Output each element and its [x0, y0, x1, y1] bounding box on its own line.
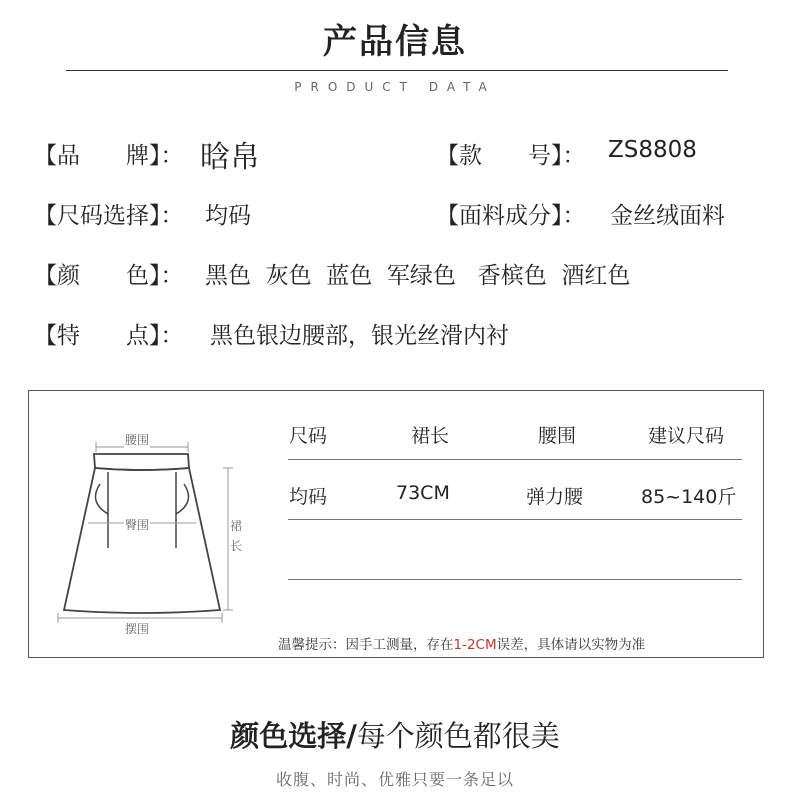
table-header-length: 裙长 — [411, 425, 450, 447]
length-label-2: 长 — [230, 539, 243, 553]
table-cell-waist: 弹力腰 — [526, 486, 584, 508]
table-divider — [288, 459, 742, 460]
size-value: 均码 — [205, 203, 251, 229]
table-cell-size: 均码 — [289, 486, 328, 508]
measurement-note: 温馨提示：因手工测量，存在1-2CM误差，具体请以实物为准 — [278, 637, 646, 653]
size-label: 【尺码选择】： — [34, 203, 184, 229]
fabric-label: 【面料成分】： — [436, 203, 586, 229]
length-label-1: 裙 — [230, 519, 243, 533]
table-cell-length: 73CM — [396, 482, 450, 504]
page-subtitle: PRODUCT DATA — [294, 80, 496, 94]
brand-value: 晗帛 — [200, 140, 260, 175]
table-header-suggested: 建议尺码 — [648, 425, 725, 447]
waist-label: 腰围 — [125, 433, 150, 447]
fabric-value: 金丝绒面料 — [610, 203, 725, 229]
table-header-size: 尺码 — [289, 425, 328, 447]
brand-label: 【品 牌】： — [34, 143, 184, 169]
color-label: 【颜 色】： — [34, 263, 184, 289]
page-title: 产品信息 — [323, 22, 467, 62]
table-cell-suggested: 85~140斤 — [641, 486, 737, 508]
feature-label: 【特 点】： — [34, 323, 184, 349]
feature-value: 黑色银边腰部，银光丝滑内衬 — [210, 323, 509, 349]
table-header-waist: 腰围 — [538, 425, 577, 447]
color-section-subtitle: 收腹、时尚、优雅只要一条足以 — [275, 770, 514, 789]
style-number-value: ZS8808 — [608, 137, 697, 163]
error-range: 1-2CM — [453, 637, 497, 653]
hem-label: 摆围 — [125, 622, 150, 636]
style-number-label: 【款 号】： — [436, 143, 586, 169]
hip-label: 臀围 — [125, 518, 150, 532]
title-divider — [66, 70, 728, 71]
table-divider — [288, 519, 742, 520]
color-section-title: 颜色选择/每个颜色都很美 — [230, 719, 560, 753]
table-divider — [288, 579, 742, 580]
color-value: 黑色 灰色 蓝色 军绿色 香槟色 酒红色 — [205, 263, 631, 289]
